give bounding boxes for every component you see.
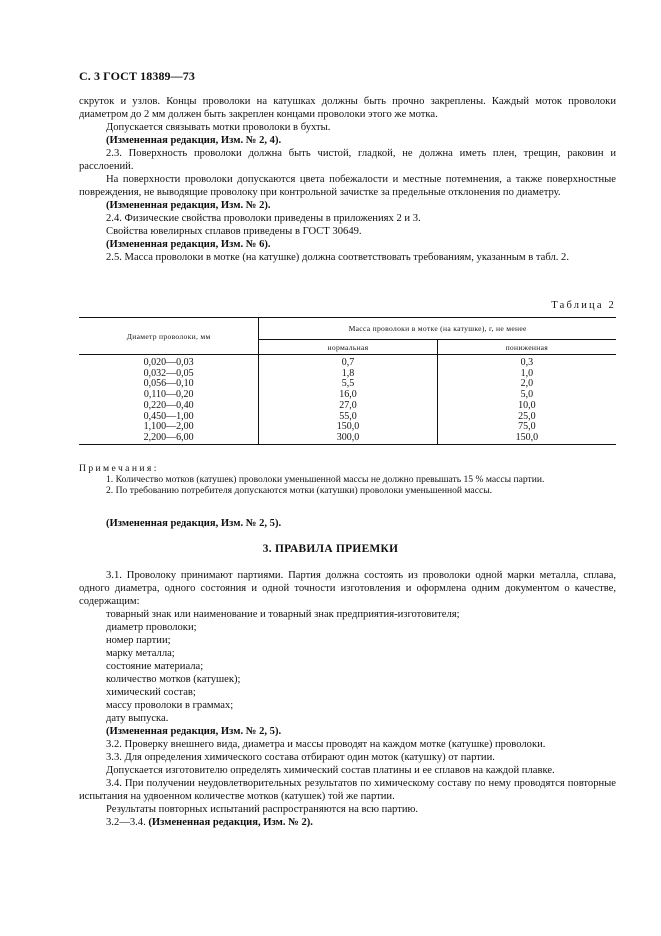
list-item: химический состав;: [106, 687, 196, 698]
paragraph: скруток и узлов. Концы проволоки на катушках должны быть прочно закреплены. Каждый моток проволоки диаметром до 2 мм должен быть закреплен концами проволоки этого же мотка.: [79, 96, 616, 120]
table-header-diameter: Диаметр проволоки, мм: [79, 318, 259, 355]
table-cell: 2,0: [437, 379, 616, 390]
amendment-note: (Измененная редакция, Изм. № 6).: [106, 239, 271, 250]
list-item: марку металла;: [106, 648, 175, 659]
paragraph: 2.3. Поверхность проволоки должна быть чистой, гладкой, не должна иметь плен, трещин, раковин и расслоений.: [79, 148, 616, 172]
table-cell: 2,200—6,00: [79, 433, 259, 444]
paragraph: Результаты повторных испытаний распространяются на всю партию.: [106, 804, 419, 815]
paragraph: Допускается связывать мотки проволоки в бухты.: [106, 122, 331, 133]
notes-label: Примечания:: [79, 463, 159, 474]
table-cell: 0,032—0,05: [143, 367, 194, 379]
table-cell: 1,100—2,00: [143, 421, 194, 433]
table-cell: 55,0: [259, 412, 437, 423]
table-cell: 5,5: [259, 379, 437, 390]
table-cell: 150,0: [437, 433, 616, 444]
section-text-block: [79, 569, 616, 829]
section-title: 3. ПРАВИЛА ПРИЕМКИ: [262, 543, 399, 555]
table-cell: 0,020—0,03: [143, 357, 194, 368]
amendment-note: (Измененная редакция, Изм. № 2, 4).: [106, 135, 282, 146]
paragraph: 2.5. Масса проволоки в мотке (на катушке) должна соответствовать требованиям, указанным в табл. 2.: [106, 252, 569, 263]
page-header: С. 3 ГОСТ 18389—73: [79, 69, 195, 83]
table-cell: 5,0: [437, 390, 616, 401]
paragraph: 3.2. Проверку внешнего вида, диаметра и массы проводят на каждом мотке (катушке) проволоки.: [106, 739, 546, 750]
paragraph: 3.4. При получении неудовлетворительных результатов по химическому составу по нему проводятся повторные испытания на удвоенном количестве мотков (катушек) той же партии.: [79, 778, 616, 802]
table-cell: 0,110—0,20: [143, 389, 194, 401]
note-item: 1. Количество мотков (катушек) проволоки уменьшенной массы не должно превышать 15 % массы партии.: [106, 474, 545, 485]
table-header-normal: нормальная: [259, 340, 437, 355]
table-cell: 10,0: [437, 401, 616, 412]
top-text-block: [79, 95, 616, 264]
table-header-reduced: пониженная: [437, 340, 616, 355]
list-item: количество мотков (катушек);: [106, 674, 241, 685]
table-cell: 0,7: [259, 358, 437, 369]
table-cell: 1,0: [437, 369, 616, 380]
table-cell: 150,0: [259, 422, 437, 433]
note-item: 2. По требованию потребителя допускаются мотки (катушки) проволоки уменьшенной массы.: [106, 485, 493, 496]
table-header-mass: Масса проволоки в мотке (на катушке), г, не менее: [259, 318, 616, 340]
table-row: [79, 401, 616, 412]
paragraph: Допускается изготовителю определять химический состав платины и ее сплавов на каждой плавке.: [106, 765, 555, 776]
final-amendment-note: (Измененная редакция, Изм. № 2).: [148, 817, 313, 828]
paragraph: На поверхности проволоки допускаются цвета побежалости и местные потемнения, а также поверхностные повреждения, не выводящие проволоку при контрольной зачистке за предельные отклонения по диаметру.: [79, 174, 616, 198]
table-cell: 0,450—1,00: [143, 410, 194, 422]
table-row: [79, 433, 616, 444]
paragraph: Свойства ювелирных сплавов приведены в ГОСТ 30649.: [106, 226, 362, 237]
table-cell: 1,8: [259, 369, 437, 380]
table-cell: 0,056—0,10: [143, 378, 194, 390]
amendment-note: (Измененная редакция, Изм. № 2, 5).: [106, 726, 282, 737]
mass-table: [79, 317, 616, 445]
list-item: диаметр проволоки;: [106, 622, 197, 633]
table-cell: 300,0: [259, 433, 437, 444]
list-item: дату выпуска.: [106, 713, 169, 724]
list-item: массу проволоки в граммах;: [106, 700, 234, 711]
table-caption: Таблица 2: [551, 300, 616, 311]
table-cell: 25,0: [437, 412, 616, 423]
table-notes: [79, 463, 616, 496]
table-cell: 27,0: [259, 401, 437, 412]
list-item: номер партии;: [106, 635, 171, 646]
paragraph: 3.3. Для определения химического состава отбирают один моток (катушку) от партии.: [106, 752, 495, 763]
table-cell: 0,220—0,40: [143, 399, 194, 411]
amendment-after-table-block: [79, 517, 616, 530]
table-cell: 0,3: [437, 358, 616, 369]
table-cell: 16,0: [259, 390, 437, 401]
list-item: товарный знак или наименование и товарный знак предприятия-изготовителя;: [106, 609, 460, 620]
list-item: состояние материала;: [106, 661, 204, 672]
paragraph: 3.1. Проволоку принимают партиями. Партия должна состоять из проволоки одной марки металла, сплава, одного диаметра, одного состояния и одной точности изготовления и оформлена одним документом о качестве, содержащим:: [79, 570, 616, 607]
table-cell: 75,0: [437, 422, 616, 433]
final-amendment-line: [79, 816, 616, 829]
paragraph: 2.4. Физические свойства проволоки приведены в приложениях 2 и 3.: [106, 213, 421, 224]
amendment-note: (Измененная редакция, Изм. № 2, 5).: [106, 518, 282, 529]
amendment-note: (Измененная редакция, Изм. № 2).: [106, 200, 271, 211]
final-amendment-prefix: 3.2—3.4.: [106, 817, 149, 828]
